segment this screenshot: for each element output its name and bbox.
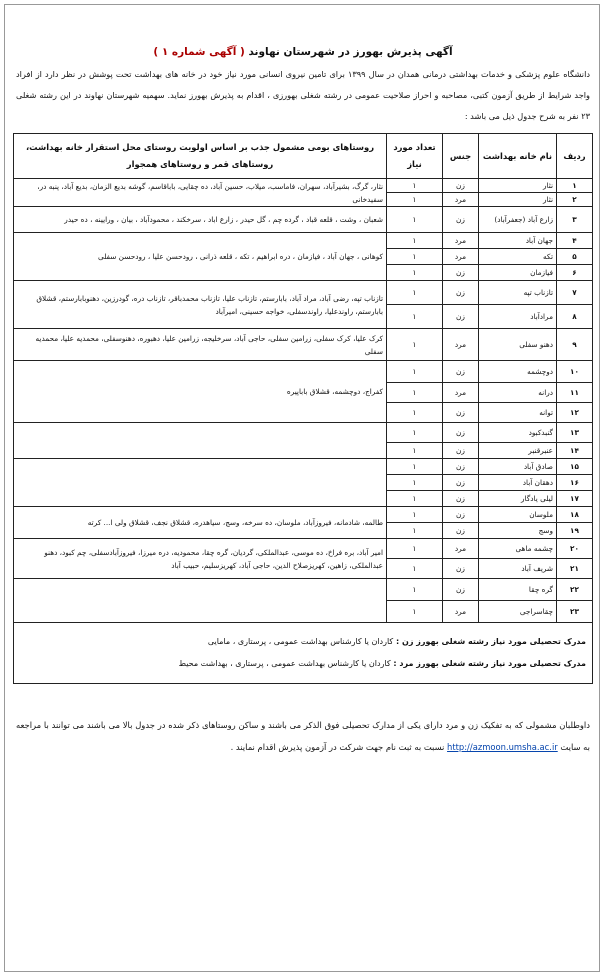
- gender-cell: مرد: [443, 539, 479, 559]
- health-house-cell: وسج: [479, 523, 557, 539]
- health-house-cell: زارع آباد (جعفرآباد): [479, 207, 557, 233]
- registration-paragraph: [16, 714, 590, 758]
- table-body: [14, 179, 593, 623]
- row-number-cell: ۱۴: [557, 443, 593, 459]
- count-cell: ۱: [387, 539, 443, 559]
- row-number-cell: ۱۸: [557, 507, 593, 523]
- count-cell: ۱: [387, 265, 443, 281]
- row-number-cell: ۲۲: [557, 579, 593, 601]
- health-house-cell: دهقان آباد: [479, 475, 557, 491]
- health-house-cell: مرادآباد: [479, 305, 557, 329]
- count-cell: ۱: [387, 459, 443, 475]
- health-house-cell: شریف آباد: [479, 559, 557, 579]
- requirement-female: [20, 631, 586, 653]
- requirement-male: [20, 653, 586, 675]
- row-number-cell: ۱۱: [557, 383, 593, 403]
- table-row: [14, 579, 593, 601]
- villages-cell: نثار، گرگ، بشیرآباد، سهران، فاماسب، میلاب، حسین آباد، ده چقایی، باباقاسم، گوشه بدیع الزمان، بدیع آباد، پنبه در، سفیدخانی: [14, 179, 387, 207]
- count-cell: ۱: [387, 179, 443, 193]
- health-house-cell: چقاسراجی: [479, 601, 557, 623]
- table-row: [14, 233, 593, 249]
- villages-cell: امیر آباد، بره فراخ، ده موسی، عبدالملکی، گردیان، گره چقا، محمودیه، دره میرزا، فیروزآبادسفلی، چم کبود، دهنو عبدالملکی، زاهین، کهریزصلاح الدین، حاجی آباد، کهریزسلیم، حبیب آباد: [14, 539, 387, 579]
- gender-cell: زن: [443, 459, 479, 475]
- table-row: [14, 507, 593, 523]
- row-number-cell: ۲۱: [557, 559, 593, 579]
- row-number-cell: ۱۵: [557, 459, 593, 475]
- health-house-cell: گره چقا: [479, 579, 557, 601]
- health-house-cell: نثار: [479, 179, 557, 193]
- intro-paragraph: دانشگاه علوم پزشکی و خدمات بهداشتی درمانی همدان در سال ۱۳۹۹ برای تامین نیروی انسانی مورد نیاز خود در خانه های بهداشت تحت پوشش در نظر دارد از افراد واجد شرایط از طریق آزمون کتبی، مصاحبه و احراز صلاحیت عمومی در رشته شغلی بهورزی ، اقدام به پذیرش بهورز نماید. سهمیه شهرستان نهاوند در این رشته شغلی ۲۳ نفر به شرح جدول ذیل می باشد :: [16, 69, 590, 121]
- table-row: [14, 539, 593, 559]
- row-number-cell: ۶: [557, 265, 593, 281]
- row-number-cell: ۵: [557, 249, 593, 265]
- count-cell: ۱: [387, 601, 443, 623]
- gender-cell: زن: [443, 265, 479, 281]
- row-number-cell: ۸: [557, 305, 593, 329]
- gender-cell: مرد: [443, 601, 479, 623]
- villages-cell: شعبان ، وشت ، قلعه قباد ، گرده چم ، گل حیدر ، زارع اباد ، سرخکند ، محمودآباد ، بیان ، ورایینه ، ده حیدر: [14, 207, 387, 233]
- table-row: [14, 361, 593, 383]
- row-number-cell: ۱۶: [557, 475, 593, 491]
- health-house-cell: نثار: [479, 193, 557, 207]
- count-cell: ۱: [387, 361, 443, 383]
- gender-cell: زن: [443, 559, 479, 579]
- count-cell: ۱: [387, 329, 443, 361]
- villages-cell: تازناب تپه، رضی آباد، مراد آباد، بابارستم، تازناب علیا، تازناب محمدباقر، تازناب دره، گودرزین، دهنوبابارستم، قشلاق بابارستم، راوندعلیا، راوندسفلی، خواجه حسینی، امیرآباد: [14, 281, 387, 329]
- health-house-cell: چشمه ماهی: [479, 539, 557, 559]
- health-house-cell: درانه: [479, 383, 557, 403]
- gender-cell: زن: [443, 579, 479, 601]
- health-house-cell: عنبرقنبر: [479, 443, 557, 459]
- health-house-cell: لیلی یادگار: [479, 491, 557, 507]
- gender-cell: مرد: [443, 383, 479, 403]
- villages-cell: کوهانی ، جهان آباد ، فیازمان ، دره ابراهیم ، تکه ، قلعه ذرانی ، رودحسن علیا ، رودحسن سفلی: [14, 233, 387, 281]
- row-number-cell: ۳: [557, 207, 593, 233]
- health-house-cell: جهان آباد: [479, 233, 557, 249]
- requirement-female-label: مدرک تحصیلی مورد نیاز رشته شغلی بهورز زن :: [396, 637, 586, 646]
- gender-cell: زن: [443, 305, 479, 329]
- count-cell: ۱: [387, 491, 443, 507]
- health-house-cell: فیازمان: [479, 265, 557, 281]
- registration-link[interactable]: http://azmoon.umsha.ac.ir: [447, 742, 558, 752]
- row-number-cell: ۱۹: [557, 523, 593, 539]
- table-row: [14, 179, 593, 193]
- gender-cell: زن: [443, 281, 479, 305]
- count-cell: ۱: [387, 305, 443, 329]
- quota-table: [13, 133, 593, 684]
- gender-cell: مرد: [443, 249, 479, 265]
- count-cell: ۱: [387, 403, 443, 423]
- villages-cell: [14, 459, 387, 507]
- gender-cell: زن: [443, 361, 479, 383]
- health-house-cell: صادق آباد: [479, 459, 557, 475]
- row-number-cell: ۱۲: [557, 403, 593, 423]
- row-number-cell: ۱۳: [557, 423, 593, 443]
- registration-text-before: داوطلبان مشمولی که به تفکیک زن و مرد دارای یکی از مدارک تحصیلی فوق الذکر می باشند و ساکن روستاهای ذکر شده در جدول بالا می باشند می توانند با مراجعه به سایت: [16, 720, 590, 752]
- table-row: [14, 459, 593, 475]
- gender-cell: زن: [443, 491, 479, 507]
- row-number-cell: ۱: [557, 179, 593, 193]
- gender-cell: زن: [443, 403, 479, 423]
- page-title: [8, 46, 598, 58]
- header-row-number: ردیف: [557, 134, 593, 179]
- health-house-cell: دهنو سفلی: [479, 329, 557, 361]
- gender-cell: مرد: [443, 193, 479, 207]
- gender-cell: زن: [443, 475, 479, 491]
- row-number-cell: ۴: [557, 233, 593, 249]
- table-row: [14, 207, 593, 233]
- gender-cell: زن: [443, 443, 479, 459]
- villages-cell: کرک علیا، کرک سفلی، زرامین سفلی، حاجی آباد، سرخلیجه، زرامین علیا، دهبوره، دهنوسفلی، محمدیه علیا، محمدیه سفلی: [14, 329, 387, 361]
- requirements-row: [14, 623, 593, 684]
- header-count: تعداد مورد نیاز: [387, 134, 443, 179]
- requirement-male-label: مدرک تحصیلی مورد نیاز رشته شغلی بهورز مرد :: [393, 659, 586, 668]
- gender-cell: زن: [443, 179, 479, 193]
- health-house-cell: دوچشمه: [479, 361, 557, 383]
- gender-cell: زن: [443, 423, 479, 443]
- header-villages: روستاهای بومی مشمول جذب بر اساس اولویت روستای محل استقرار خانه بهداشت، روستاهای قمر و روستاهای همجوار: [14, 134, 387, 179]
- row-number-cell: ۱۰: [557, 361, 593, 383]
- row-number-cell: ۹: [557, 329, 593, 361]
- row-number-cell: ۲: [557, 193, 593, 207]
- title-text: آگهی پذیرش بهورز در شهرستان نهاوند: [248, 46, 453, 58]
- count-cell: ۱: [387, 559, 443, 579]
- gender-cell: زن: [443, 523, 479, 539]
- count-cell: ۱: [387, 249, 443, 265]
- row-number-cell: ۷: [557, 281, 593, 305]
- villages-cell: کفراج، دوچشمه، قشلاق باباپیره: [14, 361, 387, 423]
- count-cell: ۱: [387, 383, 443, 403]
- villages-cell: [14, 579, 387, 623]
- count-cell: ۱: [387, 443, 443, 459]
- count-cell: ۱: [387, 281, 443, 305]
- count-cell: ۱: [387, 423, 443, 443]
- requirement-female-value: کاردان یا کارشناس بهداشت عمومی ، پرستاری ، مامایی: [207, 637, 394, 646]
- table-header-row: [14, 134, 593, 179]
- health-house-cell: گنبدکبود: [479, 423, 557, 443]
- table-row: [14, 423, 593, 443]
- count-cell: ۱: [387, 233, 443, 249]
- villages-cell: [14, 423, 387, 459]
- villages-cell: طالمه، شادمانه، فیروزآباد، ملوسان، ده سرخه، وسج، سیاهدره، قشلاق نجف، قشلاق ولی ا... کرته: [14, 507, 387, 539]
- row-number-cell: ۱۷: [557, 491, 593, 507]
- count-cell: ۱: [387, 523, 443, 539]
- count-cell: ۱: [387, 193, 443, 207]
- gender-cell: زن: [443, 207, 479, 233]
- header-health-house: نام خانه بهداشت: [479, 134, 557, 179]
- table-row: [14, 281, 593, 305]
- requirement-male-value: کاردان یا کارشناس بهداشت عمومی ، پرستاری ، بهداشت محیط: [178, 659, 391, 668]
- row-number-cell: ۲۰: [557, 539, 593, 559]
- gender-cell: مرد: [443, 233, 479, 249]
- health-house-cell: توانه: [479, 403, 557, 423]
- count-cell: ۱: [387, 507, 443, 523]
- health-house-cell: تکه: [479, 249, 557, 265]
- health-house-cell: تازناب تپه: [479, 281, 557, 305]
- count-cell: ۱: [387, 475, 443, 491]
- health-house-cell: ملوسان: [479, 507, 557, 523]
- header-gender: جنس: [443, 134, 479, 179]
- count-cell: ۱: [387, 207, 443, 233]
- gender-cell: زن: [443, 507, 479, 523]
- table-row: [14, 329, 593, 361]
- registration-text-after: نسبت به ثبت نام جهت شرکت در آزمون پذیرش اقدام نمایند .: [230, 742, 445, 752]
- requirements-cell: [14, 623, 593, 684]
- row-number-cell: ۲۳: [557, 601, 593, 623]
- title-subtitle: ( آگهی شماره ۱ ): [153, 46, 245, 58]
- gender-cell: مرد: [443, 329, 479, 361]
- count-cell: ۱: [387, 579, 443, 601]
